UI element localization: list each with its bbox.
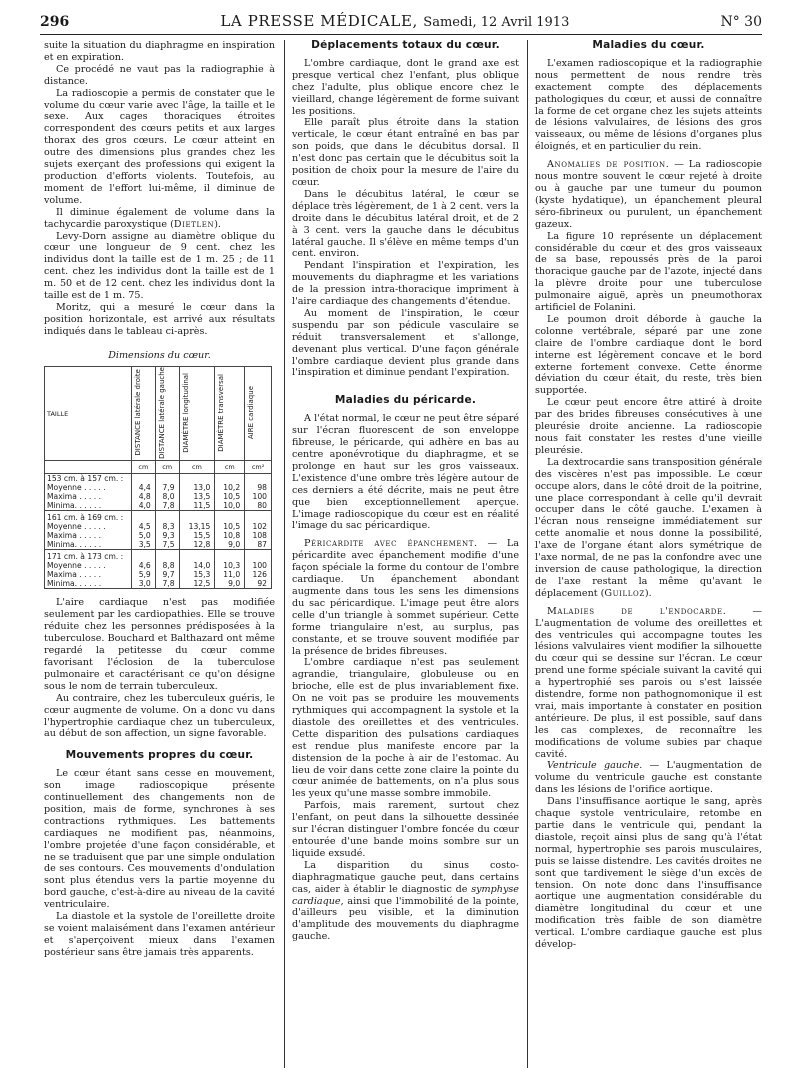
paragraph [535, 606, 762, 761]
paragraph: L'aire cardiaque n'est pas modifiée seulement par les cardiopathies. Elle se trouve réduite chez les personnes prédisposées à la tuberculose. Bouchard et Balthazard ont même regardé la petitesse du cœur comme favorisant l'éclosion de la tuberculose pulmonaire et caractérisant ce qu'on désigne sous le nom de terrain tuberculeux. [44, 597, 275, 692]
table-cell: 80 [245, 501, 272, 511]
subheading-lead: Maladies de l'endocarde. [547, 605, 727, 617]
table-cell: Maxima . . . . . [45, 570, 132, 579]
table-header: DISTANCE latérale droite [132, 366, 156, 461]
table-cell: 4,6 [132, 561, 156, 570]
table-row [45, 501, 272, 511]
page-header [40, 12, 762, 35]
paragraph: Dans l'insuffisance aortique le sang, après chaque systole ventriculaire, retombe en partie dans le ventricule qui, pendant la diastole, reçoit ainsi plus de sang qu'à l'état normal, hypertrophie ses parois musculaires, puis se laisse distendre. Les cavités droites ne sont que tardivement le siège d'un excès de tension. On note donc dans l'insuffisance aortique une augmentation considérable du diamètre longitudinal du cœur et une modification très faible de son diamètre vertical. L'ombre cardiaque gauche est plus dévelop- [535, 796, 762, 951]
table-header: DISTANCE latérale gauche [155, 366, 179, 461]
table-cell [179, 550, 215, 562]
table-unit-cell: cm [179, 461, 215, 474]
table-cell: 8,0 [155, 492, 179, 501]
table-cell: 100 [245, 492, 272, 501]
paragraph: Le cœur étant sans cesse en mouvement, son image radioscopique présente continuellement des changements non de position, mais de forme, synchrones à ses contractions rythmiques. Les battements cardiaques ne modifient pas, néanmoins, l'ombre projetée d'une façon considérable, et ne se traduisent que par une simple ondulation de ses contours. Ces mouvements d'ondulation sont plus étendus vers la partie moyenne du bord gauche, c'est-à-dire au niveau de la cavité ventriculaire. [44, 768, 275, 911]
text-run: — L'augmentation de volume des oreillettes et des ventricules qui accompagne toutes les lésions valvulaires vient modifier la silhouette du cœur qui se dessine sur l'écran. Le cœur prend une forme spéciale suivant la cavité qui a hypertrophié ses parois ou s'est laissée distendre, forme non pathognomonique il est vrai, mais importante à constater en position antérieure. De plus, il est possible, sauf dans les cas complexes, de reconnaître les modifications de volume subies par chaque cavité. [535, 605, 762, 760]
paragraph: suite la situation du diaphragme en inspiration et en expiration. [44, 40, 275, 63]
paragraph: La figure 10 représente un déplacement considérable du cœur et des gros vaisseaux de sa base, repoussés près de la paroi thoracique gauche par de l'azote, injecté dans la plèvre droite pour une tuberculose pulmonaire aiguë, après un pneumothorax artificiel de Folanini. [535, 230, 762, 314]
table-row [45, 561, 272, 570]
table-group-row [45, 511, 272, 523]
paragraph: A l'état normal, le cœur ne peut être séparé sur l'écran fluorescent de son enveloppe fibreuse, le péricarde, qui adhère en bas au centre aponévrotique du diaphragme, et se prolonge en haut sur les gros vaisseaux. L'existence d'une ombre très légère autour de ces derniers a été décrite, mais ne peut être que bien exceptionnellement aperçue. L'image radioscopique du cœur est en réalité l'image du sac péricardique. [292, 413, 519, 532]
table-cell: Moyenne . . . . . [45, 483, 132, 492]
table-unit-cell: cm [215, 461, 245, 474]
table-cell [215, 550, 245, 562]
table-group-label: 171 cm. à 173 cm. : [45, 550, 132, 562]
table-row [45, 579, 272, 589]
table-row [45, 522, 272, 531]
paragraph: Le poumon droit déborde à gauche la colonne vertébrale, séparé par une zone claire de l'ombre cardiaque dont le bord interne est légèrement concave et le bord externe fortement convexe. Cette énorme déviation du cœur était, du reste, très bien supportée. [535, 313, 762, 397]
table-cell: 8,8 [155, 561, 179, 570]
paragraph [535, 457, 762, 600]
table-cell: 5,0 [132, 531, 156, 540]
paragraph: Elle paraît plus étroite dans la station verticale, le cœur étant entraîné en bas par son poids, que dans le décubitus dorsal. Il n'est donc pas certain que le décubitus soit la position de choix pour la mesure de l'aire du cœur. [292, 117, 519, 188]
table-cell: 10,5 [215, 492, 245, 501]
table-cell: Moyenne . . . . . [45, 561, 132, 570]
column-2 [292, 40, 519, 1072]
journal-title [220, 12, 569, 30]
table-cell: Maxima . . . . . [45, 492, 132, 501]
paragraph: La diastole et la systole de l'oreillette droite se voient malaisément dans l'examen antérieur et s'aperçoivent mieux dans l'examen postérieur sans être jamais très apparents. [44, 911, 275, 958]
table-group-label: 153 cm. à 157 cm. : [45, 474, 132, 484]
table-header-taille: TAILLE [45, 366, 132, 461]
table-unit-cell [45, 461, 132, 474]
paragraph: Parfois, mais rarement, surtout chez l'enfant, on peut dans la silhouette dessinée sur l'écran distinguer l'ombre foncée du cœur entourée d'une bande moins sombre sur un liquide exsudé. [292, 800, 519, 859]
table-cell [245, 511, 272, 523]
journal-name: LA PRESSE MÉDICALE, [220, 12, 418, 30]
paragraph: L'ombre cardiaque n'est pas seulement agrandie, triangulaire, globuleuse ou en brioche, elle est de plus invariablement fixe. On ne voit pas se produire les mouvements rythmiques qui accompagnent la systole et la diastole des oreillettes et des ventricules. Cette disparition des pulsations cardiaques est rendue plus manifeste encore par la distension de la poche à air de l'estomac. Au lieu de voir dans cette zone claire la pointe du cœur animée de battements, on n'a plus sous les yeux qu'une masse sombre immobile. [292, 657, 519, 800]
section-heading: Mouvements propres du cœur. [65, 749, 254, 762]
text-run: La dextrocardie sans transposition générale des viscères n'est pas impossible. Le cœur occupe alors, dans le côté droit de la poitrine, une place correspondant à celle qu'il devrait occuper dans le côté gauche. L'examen à l'écran nous renseigne immédiatement sur cette anomalie et nous donne la possibilité, l'axe de l'organe étant alors symétrique de l'axe normal, de ne pas la confondre avec une inversion de cause pathologique, la direction de l'axe restant la même qu'avant le déplacement ( [535, 456, 762, 599]
table-cell: 9,0 [215, 540, 245, 550]
column-1 [44, 40, 275, 1072]
paragraph: Pendant l'inspiration et l'expiration, les mouvements du diaphragme et les variations de la pression intra-thoracique impriment à l'aire cardiaque des changements d'étendue. [292, 260, 519, 308]
table-row [45, 540, 272, 550]
table-cell: 7,5 [155, 540, 179, 550]
table-cell: 3,0 [132, 579, 156, 589]
table-cell: Minima. . . . . . [45, 540, 132, 550]
table-cell: 8,3 [155, 522, 179, 531]
table-cell: 11,5 [179, 501, 215, 511]
section-heading: Déplacements totaux du cœur. [311, 40, 500, 51]
table-cell [179, 511, 215, 523]
text-run: — L'augmentation de volume du ventricule gauche est constante dans les lésions de l'orifice aortique. [535, 760, 762, 796]
table-cell: 10,2 [215, 483, 245, 492]
table-cell [245, 550, 272, 562]
table-cell [215, 511, 245, 523]
table-cell [155, 511, 179, 523]
table-header: DIAMÈTRE longitudinal [179, 366, 215, 461]
table-cell [132, 474, 156, 484]
text-run: ). [214, 218, 221, 230]
table-cell [132, 511, 156, 523]
italic-lead: Ventricule gauche. [547, 760, 643, 772]
column-3 [535, 40, 762, 1072]
text-run: — La péricardite avec épanchement modifie d'une façon spéciale la forme du contour de l'ombre cardiaque. Un épanchement abondant augmente dans tous les sens les dimensions du sac péricardique. L'image peut être alors celle d'un triangle à sommet supérieur. Cette forme triangulaire n'est, au surplus, pas constante, et se trouve souvent modifiée par la présence de brides fibreuses. [292, 538, 519, 657]
table-cell: 3,5 [132, 540, 156, 550]
table-cell: 4,0 [132, 501, 156, 511]
table-cell: 9,7 [155, 570, 179, 579]
table-unit-cell: cm [155, 461, 179, 474]
table-cell: 9,3 [155, 531, 179, 540]
table-row [45, 483, 272, 492]
table-row [45, 531, 272, 540]
table-cell: 7,8 [155, 501, 179, 511]
table-cell: Moyenne . . . . . [45, 522, 132, 531]
table-cell: 12,8 [179, 540, 215, 550]
table-cell: 4,8 [132, 492, 156, 501]
author-name: Guilloz [604, 587, 645, 599]
table-cell [132, 550, 156, 562]
paragraph [292, 538, 519, 657]
table-cell: 12,5 [179, 579, 215, 589]
table-header: DIAMÈTRE transversal [215, 366, 245, 461]
paragraph: Au contraire, chez les tuberculeux guéris, le cœur augmente de volume. On a donc vu dans l'hypertrophie cardiaque chez un tuberculeux, au début de son affection, un signe favorable. [44, 692, 275, 740]
table-cell: 98 [245, 483, 272, 492]
page-number: 296 [40, 14, 70, 30]
table-cell: Minima. . . . . . [45, 501, 132, 511]
text-run: Il diminue également de volume dans la tachycardie paroxystique ( [44, 206, 275, 230]
table-cell: 13,0 [179, 483, 215, 492]
text-run: La disparition du sinus costo-diaphragmatique gauche peut, dans certains cas, aider à établir le diagnostic de [292, 859, 519, 895]
paragraph: Moritz, qui a mesuré le cœur dans la position horizontale, est arrivé aux résultats indiqués dans le tableau ci-après. [44, 301, 275, 337]
table-cell: 92 [245, 579, 272, 589]
column-rule-left [284, 40, 285, 1068]
paragraph: Le cœur peut encore être attiré à droite par des brides fibreuses consécutives à une pleurésie droite ancienne. La radioscopie nous fait constater les restes d'une vieille pleurésie. [535, 397, 762, 456]
table-cell [245, 474, 272, 484]
table-row [45, 492, 272, 501]
table-cell: 100 [245, 561, 272, 570]
section-heading: Maladies du péricarde. [334, 394, 477, 407]
table-cell: 13,15 [179, 522, 215, 531]
italic-term: symphyse cardiaque [292, 883, 519, 907]
text-run: ). [644, 587, 652, 599]
table-cell: 10,0 [215, 501, 245, 511]
heart-dimensions-table [44, 366, 272, 590]
table-cell [155, 474, 179, 484]
table-cell: 10,8 [215, 531, 245, 540]
spacer [292, 379, 519, 391]
table-row [45, 570, 272, 579]
paragraph [535, 760, 762, 796]
table-group-row [45, 474, 272, 484]
paragraph [535, 159, 762, 230]
paragraph: Au moment de l'inspiration, le cœur suspendu par son pédicule vasculaire se réduit transversalement et s'allonge, devenant plus vertical. D'une façon générale l'ombre cardiaque devient plus grande dans l'inspiration et diminue pendant l'expiration. [292, 307, 519, 379]
table-cell: 10,3 [215, 561, 245, 570]
table-cell: 13,5 [179, 492, 215, 501]
table-cell: 14,0 [179, 561, 215, 570]
issue-number: N° 30 [720, 14, 762, 30]
subheading-lead: Péricardite avec épanchement. [304, 538, 478, 550]
paragraph: Dans le décubitus latéral, le cœur se déplace très légèrement, de 1 à 2 cent. vers la droite dans le décubitus latéral droit, et de 2 à 3 cent. vers la gauche dans le décubitus latéral gauche. Il s'élève en même temps d'un cent. environ. [292, 188, 519, 260]
table-cell: 15,5 [179, 531, 215, 540]
table-cell: 5,9 [132, 570, 156, 579]
table-cell: 7,9 [155, 483, 179, 492]
author-name: Dietlen [173, 218, 215, 230]
table-cell: Minima. . . . . . [45, 579, 132, 589]
table-cell: 126 [245, 570, 272, 579]
table-cell: Maxima . . . . . [45, 531, 132, 540]
paragraph: L'examen radioscopique et la radiographie nous permettent de nous rendre très exactement compte des déplacements pathologiques du cœur, et aussi de connaître la forme de cet organe chez les sujets atteints de lésions valvulaires, de lésions des gros vaisseaux, ou même de lésions d'organes plus éloignés, et en particulier du rein. [535, 57, 762, 153]
table-cell: 108 [245, 531, 272, 540]
table-cell: 4,5 [132, 522, 156, 531]
table-cell: 11,0 [215, 570, 245, 579]
table-cell: 15,3 [179, 570, 215, 579]
table-units-row [45, 461, 272, 474]
table-cell [215, 474, 245, 484]
paragraph: La radioscopie a permis de constater que le volume du cœur varie avec l'âge, la taille et le sexe. Aux cages thoraciques étroites correspondent des cœurs petits et aux larges thorax des gros cœurs. Le cœur atteint en outre des dimensions plus grandes chez les sujets exerçant des professions qui exigent la production d'efforts violents. Toutefois, au moment de l'effort lui-même, il diminue de volume. [44, 87, 275, 206]
table-group-row [45, 550, 272, 562]
table-cell [179, 474, 215, 484]
table-cell: 87 [245, 540, 272, 550]
table-caption: Dimensions du cœur. [108, 349, 211, 361]
table-cell: 4,4 [132, 483, 156, 492]
paragraph: Ce procédé ne vaut pas la radiographie à distance. [44, 63, 275, 87]
column-rule-right [527, 40, 528, 1068]
paragraph [44, 207, 275, 231]
table-unit-cell: cm [132, 461, 156, 474]
table-group-label: 161 cm. à 169 cm. : [45, 511, 132, 523]
spacer [44, 740, 275, 746]
table-unit-cell: cm² [245, 461, 272, 474]
table-header: AIRE cardiaque [245, 366, 272, 461]
issue-date: Samedi, 12 Avril 1913 [423, 15, 570, 30]
paragraph: Levy-Dorn assigne au diamètre oblique du cœur une longueur de 9 cent. chez les individus dont la taille est de 1 m. 25 ; de 11 cent. chez les individus dont la taille est de 1 m. 50 et de 12 cent. chez les individus dont la taille est de 1 m. 75. [44, 230, 275, 302]
paragraph: L'ombre cardiaque, dont le grand axe est presque vertical chez l'enfant, plus oblique chez l'adulte, plus oblique encore chez le vieillard, change légèrement de forme suivant les positions. [292, 57, 519, 117]
table-cell: 7,8 [155, 579, 179, 589]
table-cell [155, 550, 179, 562]
text-run: , ainsi que l'immobilité de la pointe, d'ailleurs peu visible, et la diminution d'amplitude des mouvements du diaphragme gauche. [292, 895, 519, 943]
table-cell: 10,5 [215, 522, 245, 531]
subheading-lead: Anomalies de position. [547, 159, 670, 171]
table-cell: 102 [245, 522, 272, 531]
section-heading: Maladies du cœur. [592, 40, 705, 51]
table-cell: 9,0 [215, 579, 245, 589]
text-run: — La radioscopie nous montre souvent le cœur rejeté à droite ou à gauche par une tumeur du poumon (kyste hydatique), un épanchement pleural séro-fibrineux ou purulent, un épanchement gazeux. [535, 159, 762, 230]
paragraph [292, 860, 519, 943]
